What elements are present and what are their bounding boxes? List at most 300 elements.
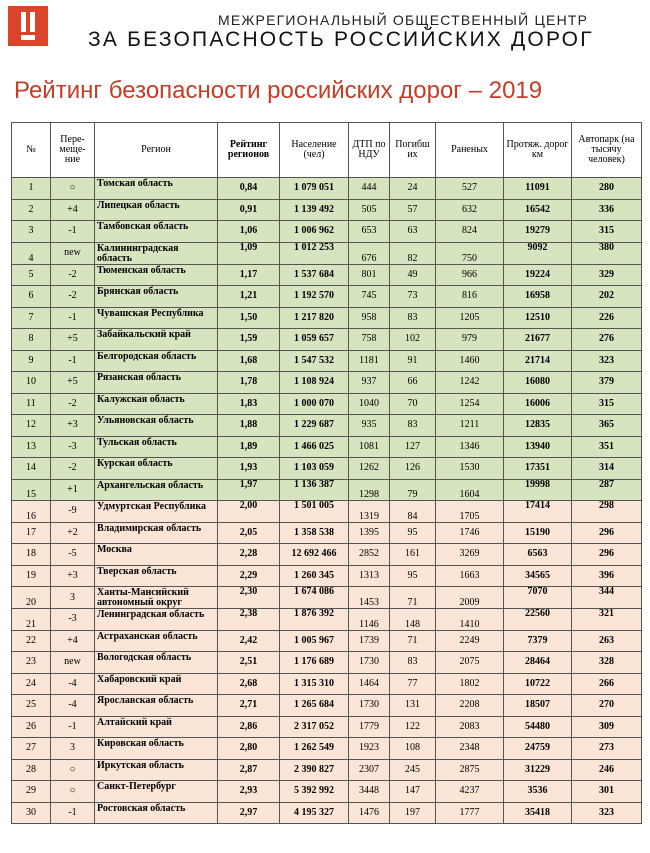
road-length: 16542 [504, 199, 572, 221]
population: 1 265 684 [280, 695, 349, 717]
road-length: 11091 [504, 178, 572, 200]
region-name: Алтайский край [95, 716, 218, 738]
accidents: 1464 [349, 673, 390, 695]
population: 1 103 059 [280, 458, 349, 480]
deaths: 82 [390, 242, 436, 264]
rating-value: 1,97 [218, 479, 280, 501]
accidents: 1453 [349, 587, 390, 609]
population: 1 876 392 [280, 609, 349, 631]
row-number: 3 [12, 221, 51, 243]
injured: 632 [436, 199, 504, 221]
movement: -3 [51, 609, 95, 631]
movement: -1 [51, 716, 95, 738]
region-name: Калининградская область [95, 242, 218, 264]
row-number: 7 [12, 307, 51, 329]
table-row [12, 565, 642, 587]
population: 1 006 962 [280, 221, 349, 243]
road-length: 16080 [504, 372, 572, 394]
row-number: 17 [12, 522, 51, 544]
road-length: 24759 [504, 738, 572, 760]
road-length: 10722 [504, 673, 572, 695]
deaths: 245 [390, 759, 436, 781]
table-row [12, 415, 642, 437]
row-number: 30 [12, 802, 51, 824]
population: 1 012 253 [280, 242, 349, 264]
movement: -2 [51, 264, 95, 286]
car-park: 321 [572, 609, 642, 631]
accidents: 653 [349, 221, 390, 243]
movement: ○ [51, 759, 95, 781]
rating-value: 2,86 [218, 716, 280, 738]
row-number: 22 [12, 630, 51, 652]
population: 1 229 687 [280, 415, 349, 437]
injured: 2083 [436, 716, 504, 738]
accidents: 676 [349, 242, 390, 264]
accidents: 1081 [349, 436, 390, 458]
movement: -2 [51, 393, 95, 415]
region-name: Брянская область [95, 286, 218, 308]
region-name: Астраханская область [95, 630, 218, 652]
population: 1 674 086 [280, 587, 349, 609]
page-title: Рейтинг безопасности российских дорог – 2019 [14, 77, 543, 104]
movement: -5 [51, 544, 95, 566]
accidents: 1476 [349, 802, 390, 824]
deaths: 71 [390, 630, 436, 652]
rating-value: 2,28 [218, 544, 280, 566]
movement: +1 [51, 479, 95, 501]
table-row [12, 522, 642, 544]
accidents: 958 [349, 307, 390, 329]
movement: -3 [51, 436, 95, 458]
deaths: 79 [390, 479, 436, 501]
deaths: 66 [390, 372, 436, 394]
movement: ○ [51, 781, 95, 803]
table-row [12, 802, 642, 824]
deaths: 71 [390, 587, 436, 609]
injured: 2348 [436, 738, 504, 760]
population: 1 176 689 [280, 652, 349, 674]
region-name: Ханты-Мансийский автономный округ [95, 587, 218, 609]
table-row [12, 609, 642, 631]
col-number-header: № [12, 123, 51, 178]
table-row [12, 372, 642, 394]
car-park: 396 [572, 565, 642, 587]
movement: -2 [51, 458, 95, 480]
movement: +3 [51, 415, 95, 437]
row-number: 2 [12, 199, 51, 221]
table-row [12, 178, 642, 200]
table-row [12, 264, 642, 286]
population: 2 390 827 [280, 759, 349, 781]
region-name: Рязанская область [95, 372, 218, 394]
population: 1 079 051 [280, 178, 349, 200]
rating-value: 2,71 [218, 695, 280, 717]
injured: 1410 [436, 609, 504, 631]
injured: 824 [436, 221, 504, 243]
table-row [12, 479, 642, 501]
injured: 2249 [436, 630, 504, 652]
car-park: 296 [572, 544, 642, 566]
movement: 3 [51, 738, 95, 760]
accidents: 1395 [349, 522, 390, 544]
population: 1 005 967 [280, 630, 349, 652]
col-region-header: Регион [95, 123, 218, 178]
road-length: 7379 [504, 630, 572, 652]
car-park: 226 [572, 307, 642, 329]
car-park: 276 [572, 329, 642, 351]
accidents: 1146 [349, 609, 390, 631]
region-name: Владимирская область [95, 522, 218, 544]
injured: 1254 [436, 393, 504, 415]
injured: 3269 [436, 544, 504, 566]
region-name: Тамбовская область [95, 221, 218, 243]
car-park: 266 [572, 673, 642, 695]
rating-value: 2,42 [218, 630, 280, 652]
movement: 3 [51, 587, 95, 609]
rating-value: 2,68 [218, 673, 280, 695]
table-row [12, 544, 642, 566]
car-park: 314 [572, 458, 642, 480]
row-number: 24 [12, 673, 51, 695]
car-park: 365 [572, 415, 642, 437]
population: 1 501 005 [280, 501, 349, 523]
deaths: 95 [390, 522, 436, 544]
region-name: Чувашская Республика [95, 307, 218, 329]
accidents: 444 [349, 178, 390, 200]
accidents: 1181 [349, 350, 390, 372]
header [0, 0, 650, 60]
deaths: 83 [390, 415, 436, 437]
region-name: Липецкая область [95, 199, 218, 221]
rating-value: 1,68 [218, 350, 280, 372]
car-park: 344 [572, 587, 642, 609]
population: 1 000 070 [280, 393, 349, 415]
rating-value: 1,17 [218, 264, 280, 286]
deaths: 148 [390, 609, 436, 631]
road-length: 54480 [504, 716, 572, 738]
injured: 4237 [436, 781, 504, 803]
car-park: 315 [572, 393, 642, 415]
road-length: 3536 [504, 781, 572, 803]
org-name-line2: ЗА БЕЗОПАСНОСТЬ РОССИЙСКИХ ДОРОГ [88, 28, 594, 51]
road-length: 15190 [504, 522, 572, 544]
car-park: 336 [572, 199, 642, 221]
road-length: 28464 [504, 652, 572, 674]
rating-value: 1,50 [218, 307, 280, 329]
accidents: 1298 [349, 479, 390, 501]
row-number: 1 [12, 178, 51, 200]
accidents: 937 [349, 372, 390, 394]
population: 4 195 327 [280, 802, 349, 824]
movement: -1 [51, 350, 95, 372]
population: 1 059 657 [280, 329, 349, 351]
road-length: 19998 [504, 479, 572, 501]
population: 1 260 345 [280, 565, 349, 587]
rating-value: 2,29 [218, 565, 280, 587]
row-number: 19 [12, 565, 51, 587]
rating-value: 1,78 [218, 372, 280, 394]
region-name: Удмуртская Республика [95, 501, 218, 523]
deaths: 73 [390, 286, 436, 308]
table-row [12, 501, 642, 523]
car-park: 328 [572, 652, 642, 674]
table-row [12, 436, 642, 458]
row-number: 29 [12, 781, 51, 803]
row-number: 12 [12, 415, 51, 437]
movement: -4 [51, 695, 95, 717]
accidents: 2307 [349, 759, 390, 781]
region-name: Санкт-Петербург [95, 781, 218, 803]
deaths: 84 [390, 501, 436, 523]
car-park: 301 [572, 781, 642, 803]
injured: 750 [436, 242, 504, 264]
movement: +4 [51, 199, 95, 221]
road-length: 16006 [504, 393, 572, 415]
accidents: 758 [349, 329, 390, 351]
col-car-park-header: Автопарк (на тысячу человек) [572, 123, 642, 178]
rating-value: 1,21 [218, 286, 280, 308]
injured: 966 [436, 264, 504, 286]
accidents: 1262 [349, 458, 390, 480]
rating-value: 2,30 [218, 587, 280, 609]
movement: +5 [51, 329, 95, 351]
deaths: 83 [390, 307, 436, 329]
region-name: Кировская область [95, 738, 218, 760]
population: 1 466 025 [280, 436, 349, 458]
rating-value: 1,83 [218, 393, 280, 415]
car-park: 329 [572, 264, 642, 286]
injured: 527 [436, 178, 504, 200]
row-number: 21 [12, 609, 51, 631]
table-header [12, 123, 642, 178]
road-length: 7070 [504, 587, 572, 609]
deaths: 24 [390, 178, 436, 200]
col-accidents-header: ДТП по НДУ [349, 123, 390, 178]
injured: 1205 [436, 307, 504, 329]
movement: -1 [51, 221, 95, 243]
population: 1 262 549 [280, 738, 349, 760]
injured: 1777 [436, 802, 504, 824]
col-road-length-header: Протяж. дорог км [504, 123, 572, 178]
movement: -2 [51, 286, 95, 308]
row-number: 13 [12, 436, 51, 458]
exclamation-logo-icon [8, 6, 48, 46]
movement: -1 [51, 307, 95, 329]
movement: ○ [51, 178, 95, 200]
row-number: 18 [12, 544, 51, 566]
rating-value: 1,06 [218, 221, 280, 243]
row-number: 25 [12, 695, 51, 717]
region-name: Тверская область [95, 565, 218, 587]
accidents: 505 [349, 199, 390, 221]
rating-value: 2,38 [218, 609, 280, 631]
injured: 1346 [436, 436, 504, 458]
car-park: 246 [572, 759, 642, 781]
accidents: 1739 [349, 630, 390, 652]
accidents: 801 [349, 264, 390, 286]
region-name: Ярославская область [95, 695, 218, 717]
org-name-line1: МЕЖРЕГИОНАЛЬНЫЙ ОБЩЕСТВЕННЫЙ ЦЕНТР [218, 12, 589, 28]
movement: +5 [51, 372, 95, 394]
accidents: 3448 [349, 781, 390, 803]
movement: new [51, 652, 95, 674]
rating-value: 0,84 [218, 178, 280, 200]
rating-value: 2,05 [218, 522, 280, 544]
injured: 1530 [436, 458, 504, 480]
deaths: 147 [390, 781, 436, 803]
accidents: 1313 [349, 565, 390, 587]
rating-value: 1,93 [218, 458, 280, 480]
injured: 1242 [436, 372, 504, 394]
deaths: 63 [390, 221, 436, 243]
table-row [12, 673, 642, 695]
population: 5 392 992 [280, 781, 349, 803]
road-length: 21677 [504, 329, 572, 351]
table-row [12, 286, 642, 308]
row-number: 14 [12, 458, 51, 480]
table-row [12, 307, 642, 329]
car-park: 323 [572, 802, 642, 824]
region-name: Ленинградская область [95, 609, 218, 631]
region-name: Иркутская область [95, 759, 218, 781]
injured: 1460 [436, 350, 504, 372]
region-name: Забайкальский край [95, 329, 218, 351]
col-population-header: Население (чел) [280, 123, 349, 178]
deaths: 108 [390, 738, 436, 760]
road-length: 17414 [504, 501, 572, 523]
road-length: 34565 [504, 565, 572, 587]
rating-value: 1,59 [218, 329, 280, 351]
population: 1 136 387 [280, 479, 349, 501]
rating-value: 0,91 [218, 199, 280, 221]
region-name: Ульяновская область [95, 415, 218, 437]
rating-value: 1,09 [218, 242, 280, 264]
table-row [12, 221, 642, 243]
row-number: 20 [12, 587, 51, 609]
region-name: Калужская область [95, 393, 218, 415]
deaths: 83 [390, 652, 436, 674]
region-name: Тюменская область [95, 264, 218, 286]
deaths: 126 [390, 458, 436, 480]
region-name: Москва [95, 544, 218, 566]
accidents: 1730 [349, 652, 390, 674]
col-injured-header: Раненых [436, 123, 504, 178]
car-park: 380 [572, 242, 642, 264]
movement: new [51, 242, 95, 264]
population: 1 139 492 [280, 199, 349, 221]
road-length: 17351 [504, 458, 572, 480]
population: 1 537 684 [280, 264, 349, 286]
region-name: Архангельская область [95, 479, 218, 501]
movement: +2 [51, 522, 95, 544]
deaths: 122 [390, 716, 436, 738]
road-length: 31229 [504, 759, 572, 781]
deaths: 91 [390, 350, 436, 372]
row-number: 28 [12, 759, 51, 781]
movement: -1 [51, 802, 95, 824]
accidents: 1040 [349, 393, 390, 415]
rating-value: 2,51 [218, 652, 280, 674]
population: 1 358 538 [280, 522, 349, 544]
injured: 1211 [436, 415, 504, 437]
table-row [12, 630, 642, 652]
region-name: Ростовская область [95, 802, 218, 824]
road-length: 12835 [504, 415, 572, 437]
accidents: 1923 [349, 738, 390, 760]
population: 12 692 466 [280, 544, 349, 566]
row-number: 10 [12, 372, 51, 394]
table-row [12, 587, 642, 609]
car-park: 351 [572, 436, 642, 458]
table-row [12, 695, 642, 717]
region-name: Тульская область [95, 436, 218, 458]
movement: -9 [51, 501, 95, 523]
deaths: 70 [390, 393, 436, 415]
deaths: 49 [390, 264, 436, 286]
population: 1 315 310 [280, 673, 349, 695]
injured: 2208 [436, 695, 504, 717]
table-row [12, 759, 642, 781]
road-length: 6563 [504, 544, 572, 566]
table-row [12, 738, 642, 760]
table-body [12, 178, 642, 824]
table-row [12, 652, 642, 674]
road-length: 22560 [504, 609, 572, 631]
deaths: 161 [390, 544, 436, 566]
road-length: 13940 [504, 436, 572, 458]
car-park: 270 [572, 695, 642, 717]
accidents: 2852 [349, 544, 390, 566]
region-name: Белгородская область [95, 350, 218, 372]
movement: +4 [51, 630, 95, 652]
table-row [12, 242, 642, 264]
car-park: 263 [572, 630, 642, 652]
row-number: 15 [12, 479, 51, 501]
injured: 1663 [436, 565, 504, 587]
row-number: 26 [12, 716, 51, 738]
region-name: Томская область [95, 178, 218, 200]
car-park: 379 [572, 372, 642, 394]
rating-value: 2,97 [218, 802, 280, 824]
row-number: 23 [12, 652, 51, 674]
region-name: Вологодская область [95, 652, 218, 674]
rating-value: 2,80 [218, 738, 280, 760]
row-number: 9 [12, 350, 51, 372]
rating-value: 2,87 [218, 759, 280, 781]
region-name: Курская область [95, 458, 218, 480]
deaths: 197 [390, 802, 436, 824]
car-park: 309 [572, 716, 642, 738]
table-row [12, 329, 642, 351]
injured: 1604 [436, 479, 504, 501]
road-length: 35418 [504, 802, 572, 824]
injured: 2075 [436, 652, 504, 674]
road-length: 21714 [504, 350, 572, 372]
table-row [12, 350, 642, 372]
rating-value: 1,88 [218, 415, 280, 437]
table-row [12, 716, 642, 738]
accidents: 1730 [349, 695, 390, 717]
deaths: 95 [390, 565, 436, 587]
injured: 979 [436, 329, 504, 351]
movement: -4 [51, 673, 95, 695]
row-number: 4 [12, 242, 51, 264]
population: 1 217 820 [280, 307, 349, 329]
table-row [12, 393, 642, 415]
row-number: 11 [12, 393, 51, 415]
row-number: 27 [12, 738, 51, 760]
row-number: 16 [12, 501, 51, 523]
